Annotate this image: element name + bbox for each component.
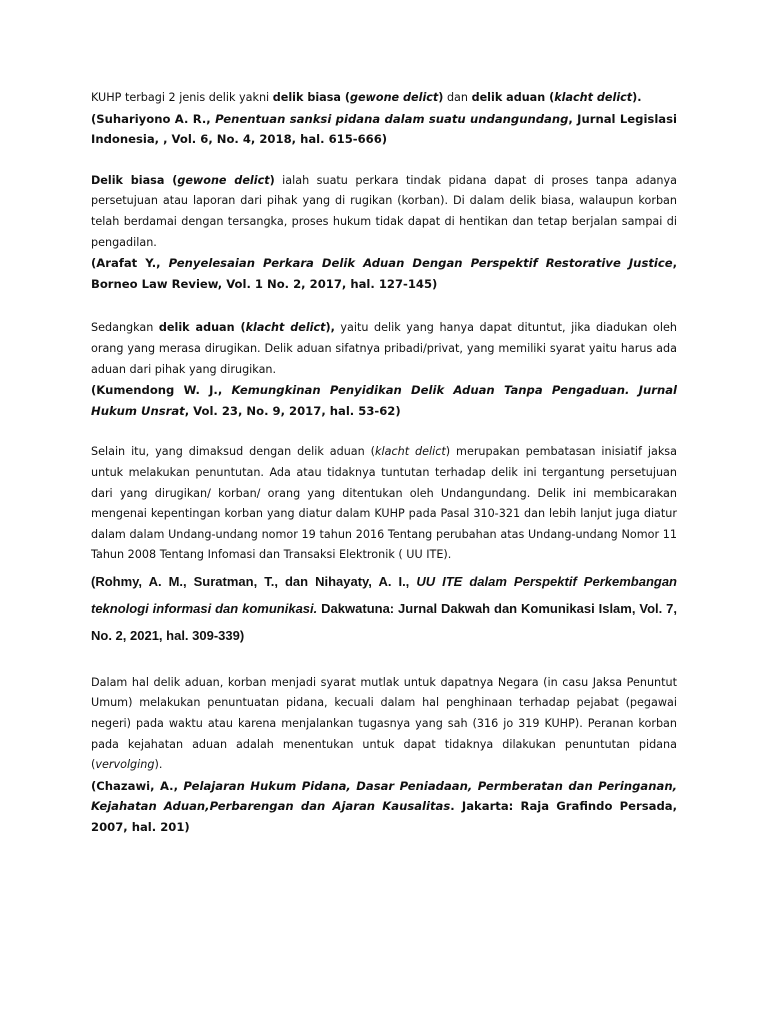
term-latin: klacht delict: [245, 321, 326, 335]
term-latin: gewone delict: [349, 91, 439, 104]
term-latin: vervolging: [95, 758, 155, 772]
citation-author: (Arafat Y.,: [91, 256, 169, 271]
citation-title: Penentuan sanksi pidana dalam suatu undangundang: [215, 111, 569, 126]
term-end: ),: [325, 321, 335, 335]
text: Selain itu, yang dimaksud dengan delik aduan (: [91, 445, 376, 459]
citation-suhariyono: [91, 109, 677, 150]
text: ).: [154, 758, 163, 772]
citation-author: (Suhariyono A. R.,: [91, 111, 216, 126]
citation-arafat: [91, 253, 677, 294]
term-latin: klacht delict: [375, 445, 446, 459]
term-latin: klacht delict: [554, 91, 633, 104]
term: delik aduan (: [471, 91, 555, 104]
paragraph-klacht-delict: [91, 442, 677, 566]
text: ialah suatu perkara tindak pidana dapat di proses tanpa adanya persetujuan atau laporan dari pihak yang di rugikan (korban). Di dalam delik biasa, walaupun korban telah berdamai dengan tersangka, proses hukum tidak dapat di hentikan dan tetap berjalan sampai di pengadilan.: [91, 173, 677, 249]
document-page: [91, 88, 677, 838]
text: yaitu delik yang hanya dapat dituntut, jika diadukan oleh orang yang merasa dirugikan. Delik aduan sifatnya pribadi/privat, yang memiliki syarat yaitu harus ada aduan dari pihak yang dirugikan.: [91, 321, 677, 376]
term-end: ).: [632, 91, 642, 104]
citation-source: . Jakarta: Raja Grafindo Persada, 2007, hal. 201): [91, 799, 677, 835]
paragraph-delik-biasa: [91, 171, 677, 253]
term: delik biasa (: [272, 91, 350, 104]
citation-title: Kemungkinan Penyidikan Delik Aduan Tanpa Pengaduan. Jurnal Hukum Unsrat: [91, 383, 677, 418]
citation-author: (Chazawi, A.,: [91, 778, 184, 793]
citation-source: , Borneo Law Review, Vol. 1 No. 2, 2017, hal. 127-145): [91, 256, 677, 291]
citation-title: Pelajaran Hukum Pidana, Dasar Peniadaan, Permberatan dan Peringanan, Kejahatan Aduan,Perbarengan dan Ajaran Kausalitas: [91, 778, 677, 814]
paragraph-delik-aduan: [91, 318, 677, 380]
text: ) merupakan pembatasan inisiatif jaksa untuk melakukan penuntutan. Ada atau tidaknya tuntutan terhadap delik ini tergantung persetujuan dari yang dirugikan/ korban/ orang yang ditentukan oleh Undangundang. Delik ini membicarakan mengenai kepentingan korban yang diatur dalam KUHP pada Pasal 310-321 dan lebih lanjut juga diatur dalam dalam Undang-undang nomor 19 tahun 2016 Tentang perubahan atas Undang-undang Nomor 11 Tahun 2008 Tentang Infomasi dan Transaksi Elektronik ( UU ITE).: [91, 445, 677, 562]
term-end: ): [269, 173, 275, 187]
term: Delik biasa (: [91, 173, 178, 187]
citation-source: , Jurnal Legislasi Indonesia, , Vol. 6, No. 4, 2018, hal. 615-666): [91, 111, 677, 147]
citation-author: (Rohmy, A. M., Suratman, T., dan Nihayaty, A. I.,: [91, 573, 417, 589]
citation-source: Dakwatuna: Jurnal Dakwah dan Komunikasi Islam, Vol. 7, No. 2, 2021, hal. 309-339): [91, 600, 677, 643]
citation-author: (Kumendong W. J.,: [91, 383, 232, 398]
term-latin: gewone delict: [177, 173, 270, 187]
text: Sedangkan: [91, 321, 159, 335]
citation-title: Penyelesaian Perkara Delik Aduan Dengan Perspektif Restorative Justice: [168, 256, 673, 271]
text: dan: [443, 91, 472, 104]
term: delik aduan (: [158, 321, 246, 335]
paragraph-korban: [91, 673, 677, 776]
citation-chazawi: [91, 776, 677, 838]
citation-source: , Vol. 23, No. 9, 2017, hal. 53-62): [184, 403, 401, 418]
paragraph-intro: [91, 88, 677, 109]
text: Dalam hal delik aduan, korban menjadi syarat mutlak untuk dapatnya Negara (in casu Jaksa Penuntut Umum) melakukan penuntuatan pidana, kecuali dalam hal penghinaan terhadap pejabat (pegawai negeri) pada waktu atau karena menjalankan tugasnya yang sah (316 jo 319 KUHP). Peranan korban pada kejahatan aduan adalah menentukan untuk dapat tidaknya dilakukan penuntutan pidana (: [91, 675, 677, 772]
term-end: ): [438, 91, 444, 104]
citation-rohmy: [91, 568, 677, 649]
citation-title: UU ITE dalam Perspektif Perkembangan teknologi informasi dan komunikasi.: [91, 573, 677, 616]
text: KUHP terbagi 2 jenis delik yakni: [91, 91, 273, 104]
citation-kumendong: [91, 380, 677, 421]
